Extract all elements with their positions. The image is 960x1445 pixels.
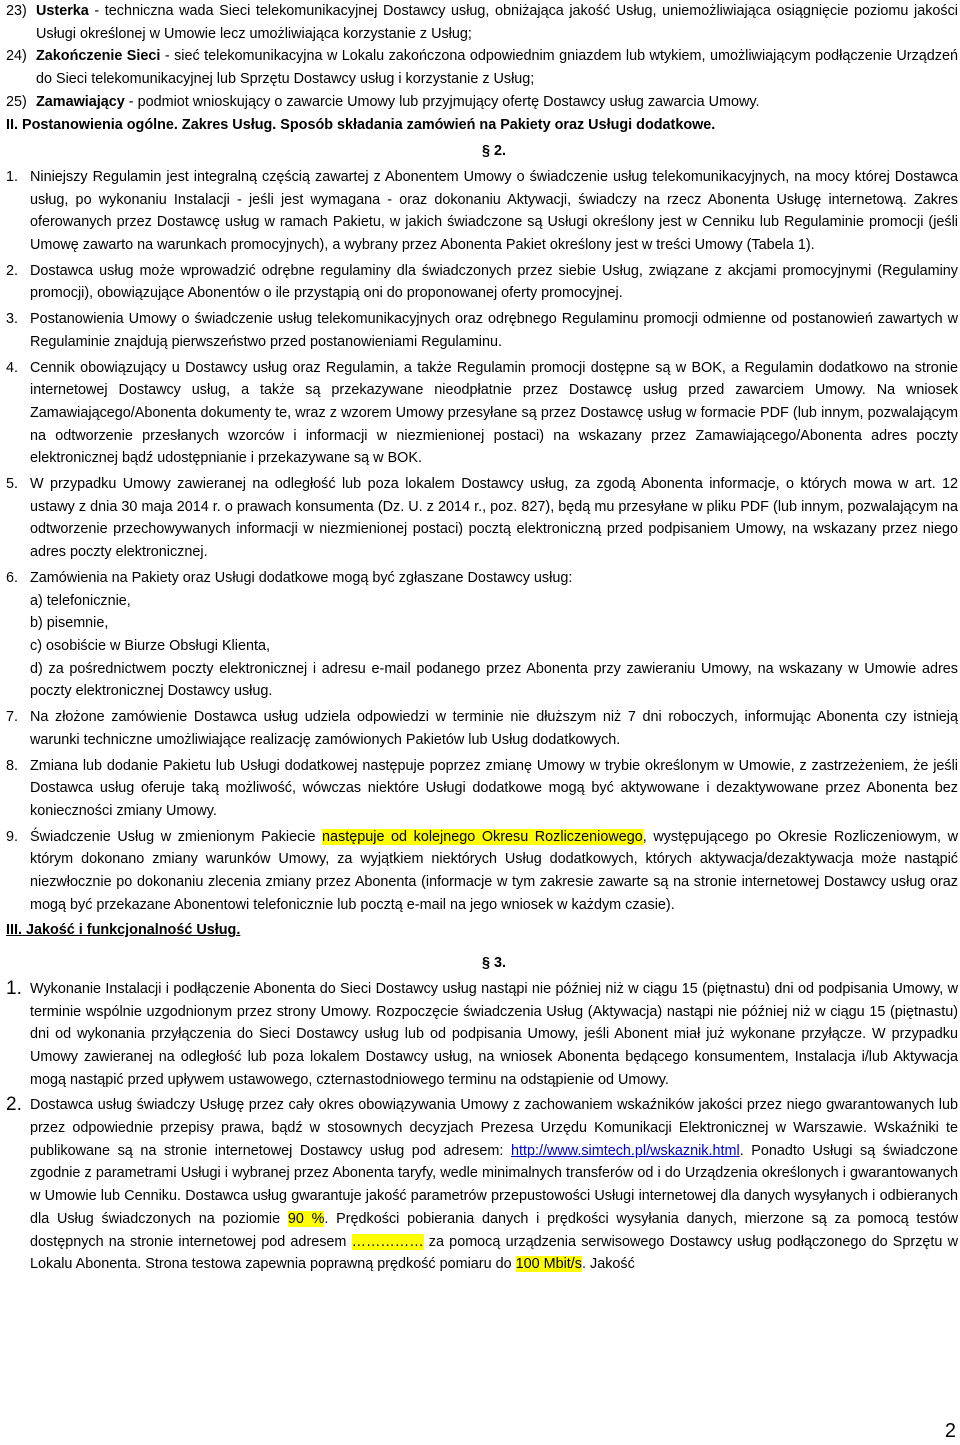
definition-text: - podmiot wnioskujący o zawarcie Umowy lub przyjmujący ofertę Dostawcy usług zawarcia Umowy. <box>124 93 760 110</box>
section-2-item <box>6 166 958 257</box>
order-channel: a) telefonicznie, <box>30 592 131 609</box>
definition-number: 25) <box>6 93 27 110</box>
page-number: 2 <box>944 1420 956 1442</box>
item-text: Na złożone zamówienie Dostawca usług udziela odpowiedzi w terminie nie dłuższym niż 7 dni roboczych, informując Abonenta czy istnieją warunki techniczne umożliwiające realizację zamówionych Pakietów lub Usług dodatkowych. <box>30 709 958 748</box>
paragraph-3-label: § 3. <box>482 955 507 972</box>
item-number: 6. <box>6 569 19 586</box>
section-2-item <box>6 260 958 305</box>
definition-term: Zamawiający <box>36 93 125 110</box>
definition-term: Zakończenie Sieci <box>36 48 161 65</box>
item-number: 7. <box>6 709 19 726</box>
highlighted-text: następuje od kolejnego Okresu Rozliczeniowego <box>322 828 643 845</box>
item-text: za pomocą urządzenia serwisowego Dostawcy usług podłączonego do Sprzętu w Lokalu Abonenta. Strona testowa zapewnia poprawną prędkość pomiaru do <box>30 1233 958 1273</box>
definition-text: - sieć telekomunikacyjna w Lokalu zakończona odpowiednim gniazdem lub wtykiem, umożliwiającym podłączenie Urządzeń do Sieci telekomunikacyjnej lub Sprzętu Dostawcy usług i korzystanie z Usług; <box>36 48 958 88</box>
section-3-item-2 <box>6 1094 958 1276</box>
section-2-heading: II. Postanowienia ogólne. Zakres Usług. Sposób składania zamówień na Pakiety oraz Usługi dodatkowe. <box>6 116 716 133</box>
item-text: W przypadku Umowy zawieranej na odległość lub poza lokalem Dostawcy usług, za zgodą Abonenta informacje, o których mowa w art. 12 ustawy z dnia 30 maja 2014 r. o prawach konsumenta (Dz. U. z 2014 r., poz. 827), będą mu przesyłane w pliku PDF (lub innym, pozwalającym na odtworzenie przechowywanych informacji w niezmienionej postaci) pocztą elektroniczną przed podpisaniem Umowy, na wskazany przez niego adres poczty elektronicznej. <box>30 476 958 561</box>
item-text: Dostawca usług świadczy Usługę przez cały okres obowiązywania Umowy z zachowaniem wskaźników jakości przez niego gwarantowanych lub przez odpowiednie przepisy prawa, bądź w stosownych decyzjach Prezesa Urzędu Komunikacji Elektronicznej w Warszawie. Wskaźniki te publikowane są na stronie internetowej Dostawcy usług pod adresem: <box>30 1097 958 1159</box>
item-text: . Jakość <box>582 1256 635 1273</box>
section-2-item <box>6 567 958 703</box>
item-text: . Ponadto Usługi są świadczone zgodnie z parametrami Usługi i wybranej przez Abonenta taryfy, wedle minimalnych transferów od i do Urządzenia określonych i gwarantowanych w Umowie lub Cenniku. Dostawca usług gwarantuje jakość parametrów przepustowości Usługi internetowej dla danych wysyłanych i odbieranych dla Usług świadczonych na poziomie <box>30 1142 958 1227</box>
definition-term: Usterka <box>36 3 89 19</box>
item-text: . Prędkości pobierania danych i prędkości wysyłania danych, mierzone są za pomocą testów dostępnych na stronie internetowej pod adresem <box>30 1210 959 1250</box>
document-page <box>6 0 958 1279</box>
item-number: 2. <box>6 262 19 279</box>
item-text: Dostawca usług może wprowadzić odrębne regulaminy dla świadczonych przez siebie Usług, związane z akcjami promocyjnymi (Regulaminy promocji), obowiązujące Abonentów o ile przystąpią oni do proponowanej oferty promocyjnej. <box>30 262 958 302</box>
item-number: 4. <box>6 359 19 376</box>
definition-number: 23) <box>6 3 27 19</box>
item-text: Niniejszy Regulamin jest integralną częścią zawartej z Abonentem Umowy o świadczenie usług telekomunikacyjnych, na mocy której Dostawca usług, po wykonaniu Instalacji - jeśli jest wymagana - oraz dokonaniu Aktywacji, świadczy na rzecz Abonenta Usługę internetową. Zakres oferowanych przez Dostawcę usług w ramach Pakietu, w jakich świadczone są Usługi określony jest w Cenniku lub Regulaminie promocji (jeśli Umowę zawarto na warunkach promocyjnych), a wybrany przez Abonenta Pakiet określony jest w treści Umowy (Tabela 1). <box>30 168 958 254</box>
section-2-item <box>6 357 958 471</box>
quality-indicators-link[interactable]: http://www.simtech.pl/wskaznik.html <box>510 1142 740 1159</box>
item-number: 8. <box>6 757 19 774</box>
item-text: , występującego po Okresie Rozliczeniowym, w którym dokonano zmiany warunków Umowy, za wyjątkiem niektórych Usług dodatkowych, których aktywacja/dezaktywacja może nastąpić niezwłocznie po dokonaniu zlecenia zmiany przez Abonenta (informacje w tym zakresie zawarte są na stronie internetowej Dostawcy usług oraz mogą być przekazane Abonentowi telefonicznie lub pocztą e-mail na jego wniosek w każdym czasie). <box>30 828 958 913</box>
definition-number: 24) <box>6 48 27 65</box>
section-2-item-9 <box>6 826 958 917</box>
definition-24 <box>6 45 958 90</box>
highlighted-percent: 90 % <box>287 1210 325 1227</box>
item-number: 2. <box>6 1094 22 1116</box>
item-text: Zmiana lub dodanie Pakietu lub Usługi dodatkowej następuje poprzez zmianę Umowy w trybie określonym w Umowie, z zastrzeżeniem, że jeśli Dostawca usług oferuje taką możliwość, wówczas niektóre Usługi dodatkowe mogą być aktywowane i dezaktywowane przez Abonenta bez konieczności zmiany Umowy. <box>30 757 958 819</box>
item-number: 1. <box>6 977 22 999</box>
definition-23 <box>6 0 958 45</box>
item-text: Postanowienia Umowy o świadczenie usług telekomunikacyjnych oraz odrębnego Regulaminu promocji odmienne od postanowień zawartych w Regulaminie znajdują pierwszeństwo przed postanowieniami Regulaminu. <box>30 311 958 350</box>
order-channel: d) za pośrednictwem poczty elektronicznej i adresu e-mail podanego przez Abonenta przy zawieraniu Umowy, na wskazany w Umowie adres poczty elektronicznej Dostawcy usług. <box>30 660 958 700</box>
highlighted-placeholder: …………… <box>351 1233 424 1250</box>
order-channel: b) pisemnie, <box>30 615 109 632</box>
definition-25 <box>6 91 958 114</box>
section-2-item <box>6 706 958 751</box>
paragraph-2-label: § 2. <box>482 143 507 160</box>
item-text: Cennik obowiązujący u Dostawcy usług oraz Regulamin, a także Regulamin promocji dostępne są w BOK, a Regulamin dodatkowo na stronie internetowej Dostawcy usług, a także są przekazywane nieodpłatnie przez Dostawcę usług przed zawarciem Umowy. Na wniosek Zamawiającego/Abonenta dokumenty te, wraz z wzorem Umowy przesyłane są przez Dostawcę usług w formacie PDF (lub innym, pozwalającym na odtworzenie przesłanych wzorców i informacji w niezmienionej postaci) na wskazany przez Zamawiającego/Abonenta adres poczty elektronicznej bądź udostępnianie i przekazywane są w BOK. <box>30 359 958 467</box>
section-3-heading: III. Jakość i funkcjonalność Usług. <box>6 922 241 939</box>
item-number: 5. <box>6 476 19 493</box>
definition-text: - techniczna wada Sieci telekomunikacyjnej Dostawcy usług, obniżająca jakość Usług, uniemożliwiająca osiągnięcie poziomu jakości Usługi określonej w Umowie lecz umożliwiająca korzystanie z Usług; <box>36 3 958 42</box>
section-2-item <box>6 473 958 564</box>
item-text: Zamówienia na Pakiety oraz Usługi dodatkowe mogą być zgłaszane Dostawcy usług: <box>30 569 573 586</box>
highlighted-speed: 100 Mbit/s <box>515 1256 582 1273</box>
section-2-item <box>6 308 958 353</box>
item-number: 1. <box>6 168 19 185</box>
item-text: Wykonanie Instalacji i podłączenie Abonenta do Sieci Dostawcy usług nastąpi nie później niż w ciągu 15 (piętnastu) dni od podpisania Umowy, w terminie wspólnie uzgodnionym przez strony Umowy. Rozpoczęcie świadczenia Usług (Aktywacja) nastąpi nie później niż w ciągu 15 (piętnastu) dni od wykonania przyłączenia do Sieci Dostawcy usług lub od podpisania Umowy, jeśli Abonent miał już wykonane przyłącze. W przypadku Umowy zawieranej na odległość lub poza lokalem Dostawcy usług, na wniosek Abonenta będącego konsumentem, Instalacja i/lub Aktywacja mogą nastąpić przed upływem ustawowego, czternastodniowego terminu na odstąpienie od Umowy. <box>30 980 958 1088</box>
order-channel: c) osobiście w Biurze Obsługi Klienta, <box>30 637 270 654</box>
item-text: Świadczenie Usług w zmienionym Pakiecie <box>30 828 323 845</box>
section-3-item-1 <box>6 978 958 1092</box>
item-number: 3. <box>6 311 19 328</box>
item-number: 9. <box>6 828 19 845</box>
section-2-item <box>6 755 958 823</box>
